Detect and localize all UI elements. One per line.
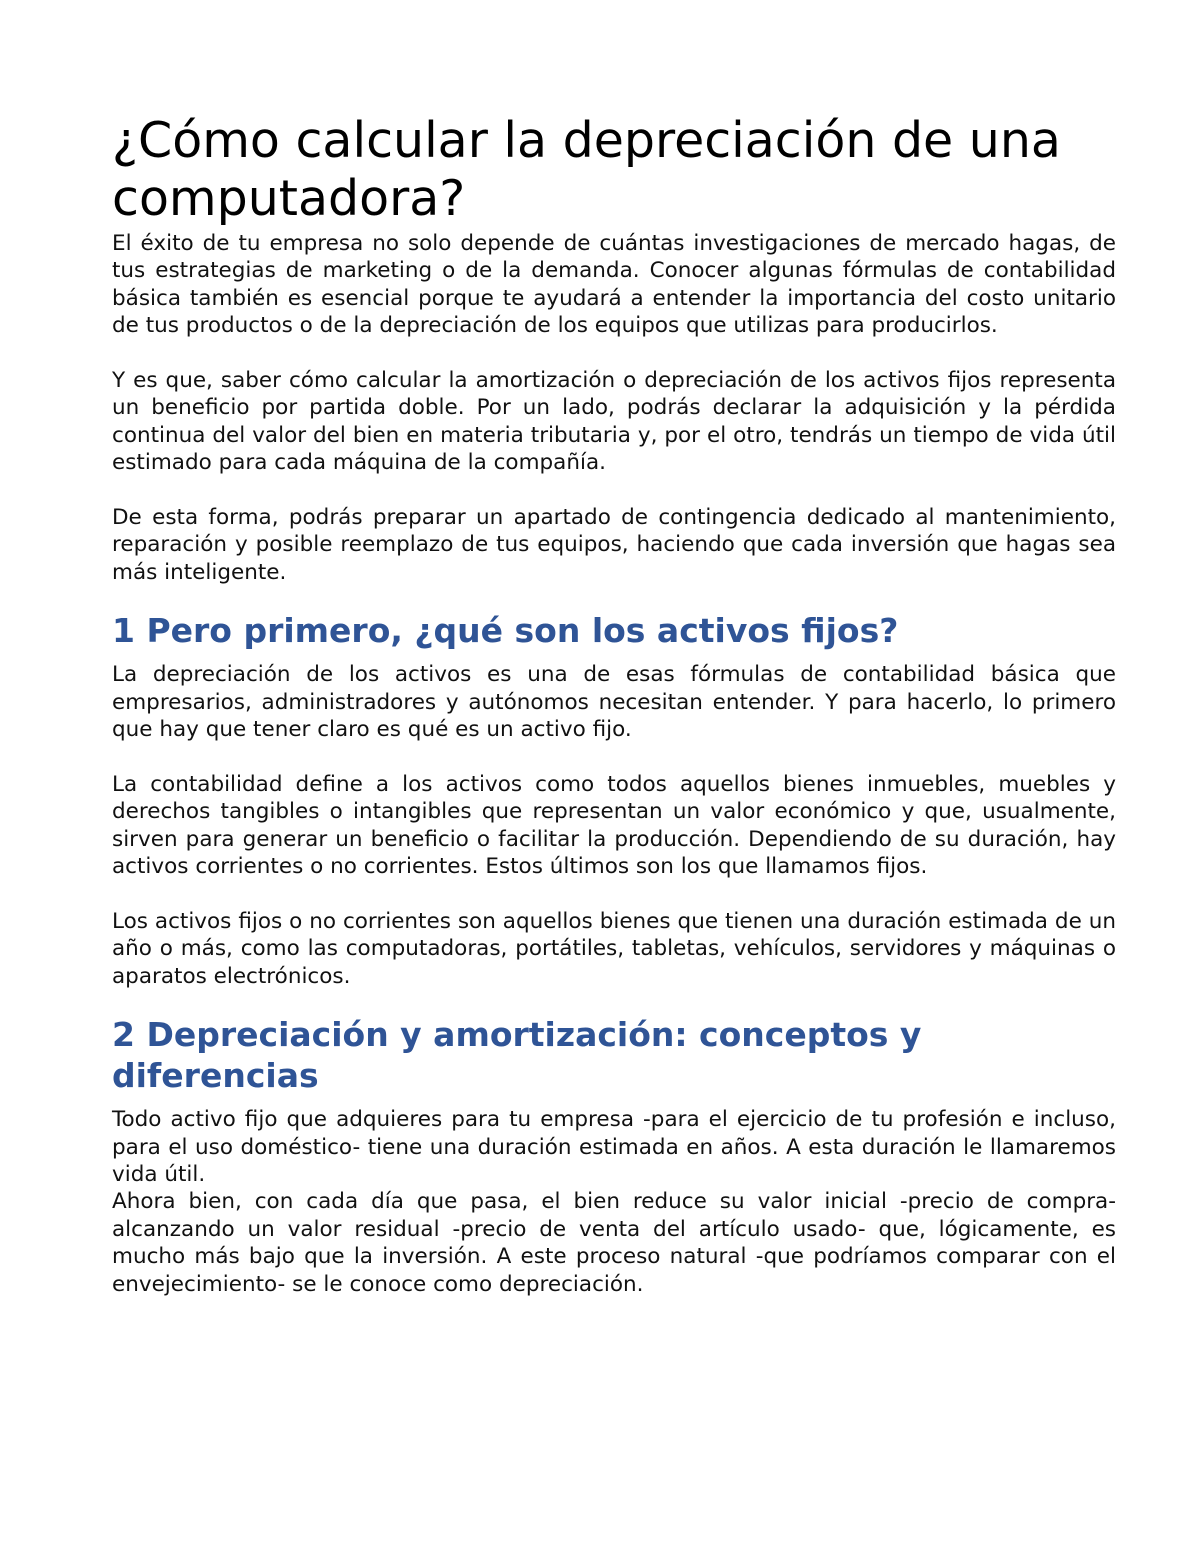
section-2-heading: 2 Depreciación y amortización: conceptos y diferencias — [112, 1015, 922, 1096]
intro-paragraph-2: Y es que, saber cómo calcular la amortización o depreciación de los activos fijos representa un beneficio por partida doble. Por un lado, podrás declarar la adquisición y la pérdida continua del valor del bien en materia tributaria y, por el otro, tendrás un tiempo de vida útil estimado para cada máquina de la compañía. — [112, 368, 1116, 476]
intro-paragraph-1: El éxito de tu empresa no solo depende de cuántas investigaciones de mercado hagas, de tus estrategias de marketing o de la demanda. Conocer algunas fórmulas de contabilidad básica también es esencial porque te ayudará a entender la importancia del costo unitario de tus productos o de la depreciación de los equipos que utilizas para producirlos. — [112, 231, 1116, 339]
section-2-paragraph-2: Ahora bien, con cada día que pasa, el bien reduce su valor inicial -precio de compra- alcanzando un valor residual -precio de venta del artículo usado- que, lógicamente, es mucho más bajo que la inversión. A este proceso natural -que podríamos comparar con el envejecimiento- se le conoce como depreciación. — [112, 1189, 1116, 1297]
document-page — [112, 112, 1116, 1298]
section-2-paragraph-1: Todo activo fijo que adquieres para tu empresa -para el ejercicio de tu profesión e incluso, para el uso doméstico- tiene una duración estimada en años. A esta duración le llamaremos vida útil. — [112, 1107, 1116, 1187]
intro-paragraph-3: De esta forma, podrás preparar un apartado de contingencia dedicado al mantenimiento, reparación y posible reemplazo de tus equipos, haciendo que cada inversión que hagas sea más inteligente. — [112, 505, 1116, 585]
section-1-paragraph-3: Los activos fijos o no corrientes son aquellos bienes que tienen una duración estimada de un año o más, como las computadoras, portátiles, tabletas, vehículos, servidores y máquinas o aparatos electrónicos. — [112, 908, 1116, 989]
document-title: ¿Cómo calcular la depreciación de una computadora? — [112, 112, 1061, 227]
section-1-heading: 1 Pero primero, ¿qué son los activos fijos? — [112, 611, 899, 651]
section-1-paragraph-2: La contabilidad define a los activos como todos aquellos bienes inmuebles, muebles y derechos tangibles o intangibles que representan un valor económico y que, usualmente, sirven para generar un beneficio o facilitar la producción. Dependiendo de su duración, hay activos corrientes o no corrientes. Estos últimos son los que llamamos fijos. — [112, 771, 1116, 880]
section-1-paragraph-1: La depreciación de los activos es una de esas fórmulas de contabilidad básica que empresarios, administradores y autónomos necesitan entender. Y para hacerlo, lo primero que hay que tener claro es qué es un activo fijo. — [112, 662, 1116, 743]
